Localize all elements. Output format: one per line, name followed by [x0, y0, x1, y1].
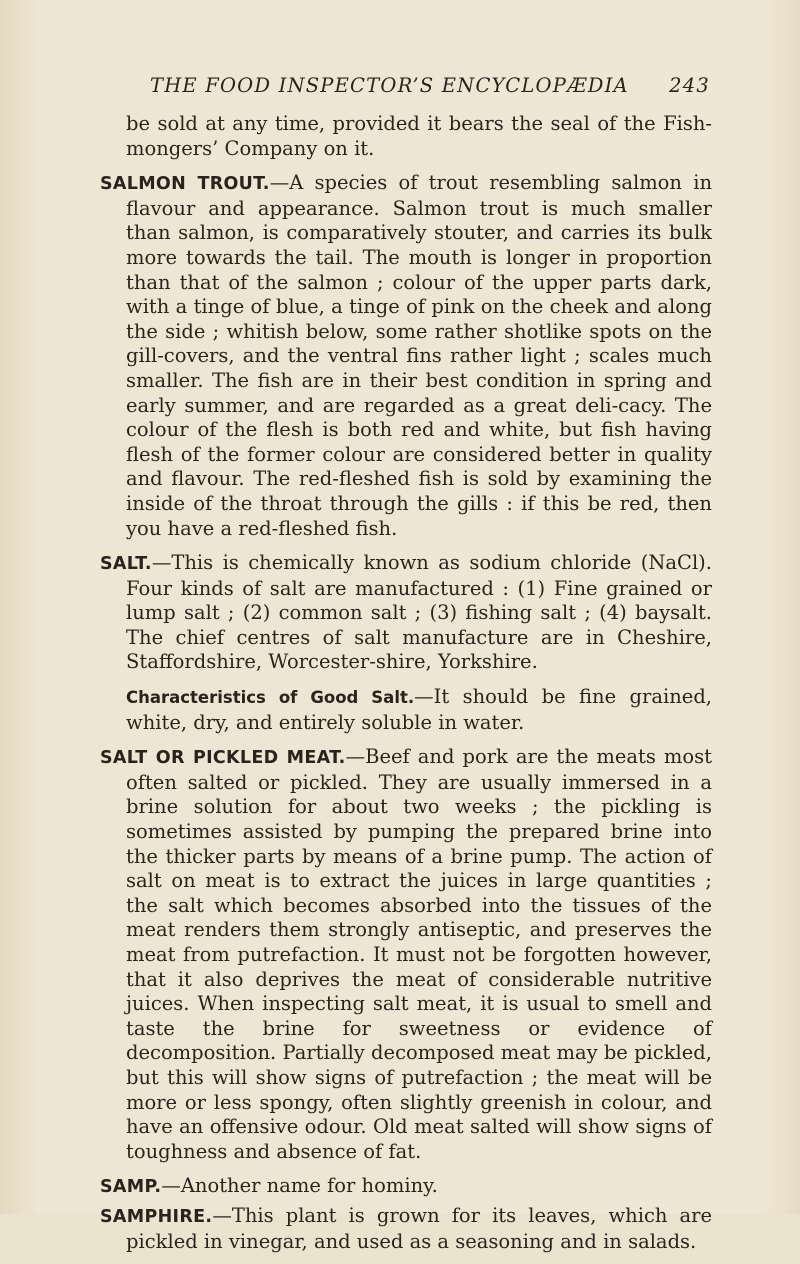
entry-text: —Another name for hominy.	[161, 1174, 438, 1198]
headword: SAMP.	[100, 1177, 162, 1198]
headword: SALMON TROUT.	[100, 174, 270, 195]
headword: SALT OR PICKLED MEAT.	[100, 748, 346, 769]
entry-text: —A species of trout resembling salmon in flavour and appearance. Salmon trout is much smaller than salmon, is comparatively stouter, and carries its bulk more towards the tail. The mouth is longer in proportion than that of the salmon ; colour of the upper parts dark, with a tinge of blue, a tinge of pink on the cheek and along the side ; whitish below, some rather shotlike spots on the gill-covers, and the ventral fins rather light ; scales much smaller. The fish are in their best condition in spring and early summer, and are regarded as a great deli-cacy. The colour of the flesh is both red and white, but fish having flesh of the former colour are considered better in quality and flavour. The red-fleshed fish is sold by examining the inside of the throat through the gills : if this be red, then you have a red-fleshed fish.	[126, 171, 713, 540]
entry-text: —This is chemically known as sodium chloride (NaCl). Four kinds of salt are manufactured : (1) Fine grained or lump salt ; (2) common salt ; (3) fishing salt ; (4) baysalt. The chief centres of salt manufacture are in Cheshire, Staffordshire, Worcester-shire, Yorkshire.	[126, 551, 712, 674]
page-body	[100, 112, 712, 1264]
entry-text: —Beef and pork are the meats most often salted or pickled. They are usually immersed in a brine solution for about two weeks ; the pickling is sometimes assisted by pumping the prepared brine into the thicker parts by means of a brine pump. The action of salt on meat is to extract the juices in large quantities ; the salt which becomes absorbed into the tissues of the meat renders them strongly antiseptic, and preserves the meat from putrefaction. It must not be forgotten however, that it also deprives the meat of considerable nutritive juices. When inspecting salt meat, it is usual to smell and taste the brine for sweetness or evidence of decomposition. Partially decomposed meat may be pickled, but this will show signs of putrefaction ; the meat will be more or less spongy, often slightly greenish in colour, and have an offensive odour. Old meat salted will show signs of toughness and absence of fat.	[126, 745, 713, 1163]
entry-salt-or-pickled-meat	[100, 745, 712, 1164]
entry-salt	[100, 551, 712, 675]
entry-samp	[100, 1174, 712, 1200]
subentry-good-salt	[100, 685, 712, 735]
page-number: 243	[669, 74, 710, 97]
running-title: THE FOOD INSPECTOR’S ENCYCLOPÆDIA	[150, 74, 629, 97]
subheading: Characteristics of Good Salt.	[126, 688, 415, 708]
entry-salmon-trout	[100, 171, 712, 541]
running-header	[150, 74, 710, 97]
headword: SAMPHIRE.	[100, 1206, 213, 1227]
continuation-paragraph: be sold at any time, provided it bears the seal of the Fish-mongers’ Company on it.	[126, 112, 712, 160]
headword: SALT.	[100, 554, 152, 575]
entry-samphire	[100, 1204, 712, 1254]
entry-text: —It should be fine grained, white, dry, and entirely soluble in water.	[126, 685, 712, 734]
entry-text: —This plant is grown for its leaves, which are pickled in vinegar, and used as a seasoning and in salads.	[126, 1203, 712, 1253]
